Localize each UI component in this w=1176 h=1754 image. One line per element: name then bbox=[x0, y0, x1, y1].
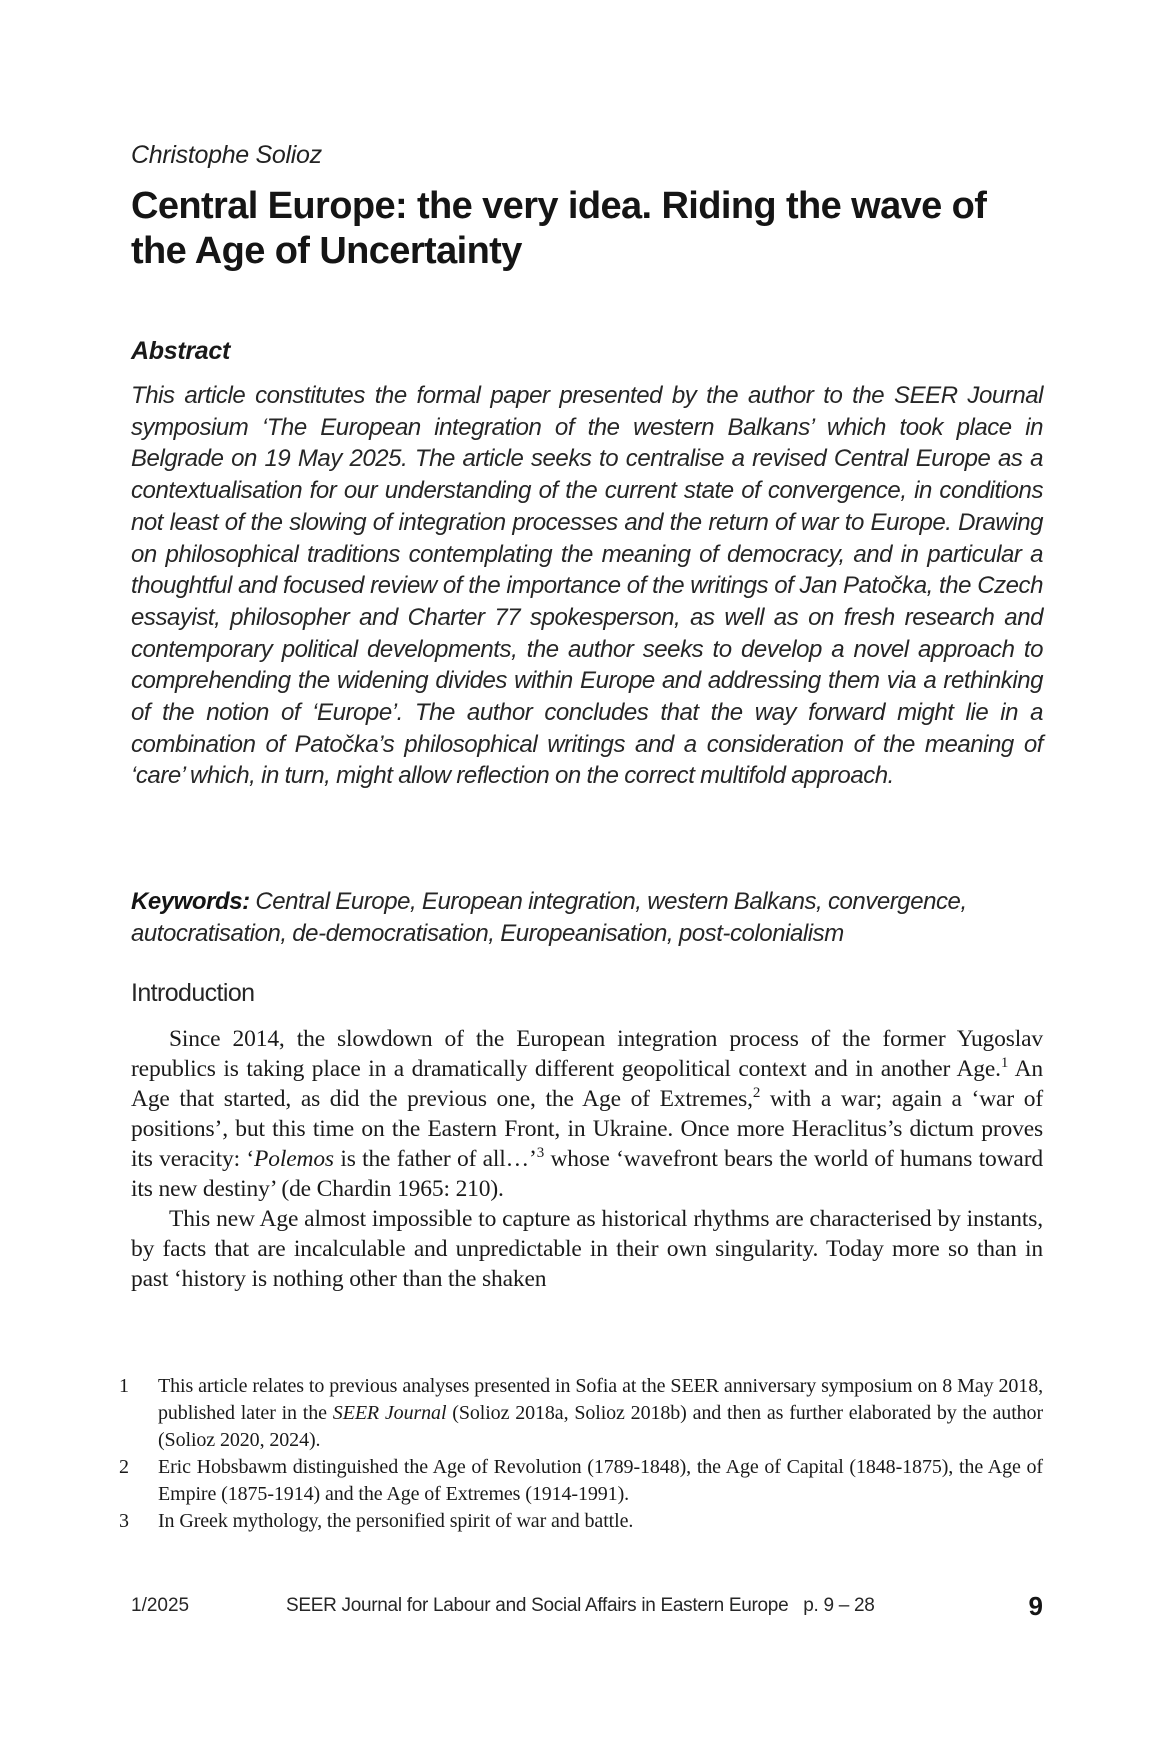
page-footer bbox=[131, 1593, 1043, 1623]
keywords-label: Keywords: bbox=[131, 888, 250, 915]
section-heading-introduction: Introduction bbox=[131, 979, 255, 1007]
footnote-number: 2 bbox=[119, 1456, 129, 1478]
text-run: is the father of all…’ bbox=[333, 1146, 537, 1172]
article-title: Central Europe: the very idea. Riding the wave of the Age of Uncertainty bbox=[131, 185, 987, 272]
text-run: whose ‘wavefront bears the world of humans toward its new destiny’ (de Chardin 1965: 210). bbox=[131, 1146, 1043, 1202]
abstract-heading: Abstract bbox=[131, 337, 231, 365]
keywords bbox=[131, 886, 1043, 949]
footnote bbox=[119, 1454, 1043, 1508]
footnote-number: 1 bbox=[119, 1375, 129, 1397]
text-run: An Age that started, as did the previous one, the Age of Extremes, bbox=[131, 1056, 1043, 1112]
keywords-list: Central Europe, European integration, western Balkans, convergence, autocratisation, de-democratisation, Europeanisation, post-colonialism bbox=[131, 888, 967, 947]
body-text bbox=[131, 1024, 1043, 1294]
text-run: with a war; again a ‘war of positions’, but this time on the Eastern Front, in Ukraine. Once more Heraclitus’s dictum proves its veracity: ‘ bbox=[131, 1086, 1044, 1172]
author-name: Christophe Solioz bbox=[131, 141, 322, 169]
body-paragraph: This new Age almost impossible to capture as historical rhythms are characterised by instants, by facts that are incalculable and unpredictable in their own singularity. Today more so than in past ‘history is nothing other than the shaken bbox=[131, 1206, 1043, 1292]
body-paragraph bbox=[131, 1024, 1043, 1204]
footnote-number: 3 bbox=[119, 1510, 129, 1532]
italic-term: Polemos bbox=[254, 1146, 334, 1172]
footnotes bbox=[119, 1373, 1043, 1535]
footnote-ref-3[interactable]: 3 bbox=[536, 1145, 545, 1162]
text-run: Since 2014, the slowdown of the European integration process of the former Yugoslav republics is taking place in a dramatically different geopolitical context and in another Age. bbox=[131, 1026, 1043, 1082]
footnote-ref-1[interactable]: 1 bbox=[1000, 1055, 1009, 1072]
italic-term: SEER Journal bbox=[332, 1402, 447, 1424]
footnote-text bbox=[158, 1373, 1043, 1454]
footnote-ref-2[interactable]: 2 bbox=[752, 1085, 761, 1102]
footnote bbox=[119, 1508, 1043, 1535]
footnote-text: In Greek mythology, the personified spirit of war and battle. bbox=[158, 1510, 634, 1532]
text-run: (Solioz 2018a, Solioz 2018b) and then as further elaborated by the author (Solioz 2020, 2024). bbox=[158, 1402, 1044, 1451]
footnote bbox=[119, 1373, 1043, 1454]
page-number: 9 bbox=[1028, 1591, 1043, 1621]
abstract-text: This article constitutes the formal paper presented by the author to the SEER Journal symposium ‘The European integration of the western Balkans’ which took place in Belgrade on 19 May 2025. The article seeks to centralise a revised Central Europe as a contextualisation for our understanding of the current state of convergence, in conditions not least of the slowing of integration processes and the return of war to Europe. Drawing on philosophical traditions contemplating the meaning of democracy, and in particular a thoughtful and focused review of the importance of the writings of Jan Patočka, the Czech essayist, philosopher and Charter 77 spokesperson, as well as on fresh research and contemporary political developments, the author seeks to develop a novel approach to comprehending the widening divides within Europe and addressing them via a rethinking of the notion of ‘Europe’. The author concludes that the way forward might lie in a combination of Patočka’s philosophical writings and a consideration of the meaning of ‘care’ which, in turn, might allow reflection on the correct multifold approach. bbox=[131, 382, 1043, 790]
journal-name: SEER Journal for Labour and Social Affairs in Eastern Europe p. 9 – 28 bbox=[286, 1595, 875, 1616]
footnote-text: Eric Hobsbawm distinguished the Age of Revolution (1789-1848), the Age of Capital (1848-1875), the Age of Empire (1875-1914) and the Age of Extremes (1914-1991). bbox=[158, 1456, 1043, 1505]
issue-number: 1/2025 bbox=[131, 1595, 190, 1616]
text-run: This article relates to previous analyses presented in Sofia at the SEER anniversary symposium on 8 May 2018, published later in the bbox=[158, 1375, 1043, 1424]
